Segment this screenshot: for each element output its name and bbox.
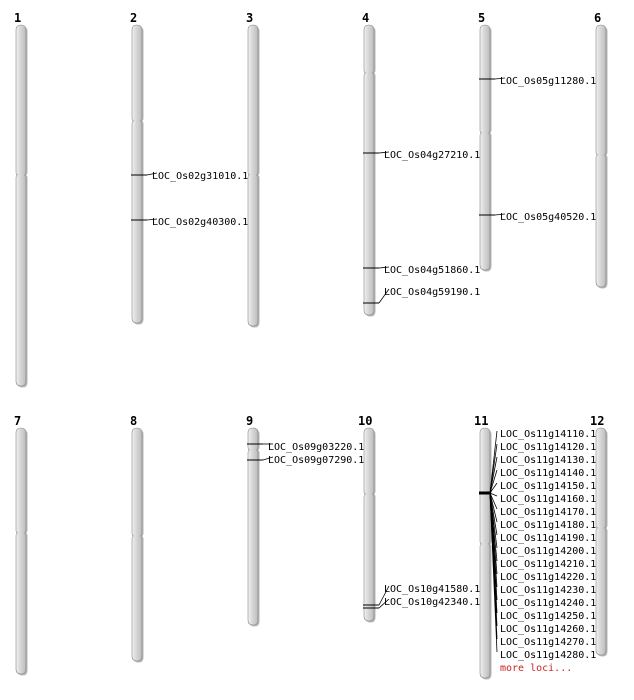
locus-label[interactable]: LOC_Os10g42340.1	[384, 597, 481, 608]
locus-label[interactable]: LOC_Os11g14260.1	[500, 624, 597, 635]
chromosome-4[interactable]	[362, 11, 480, 317]
chromosome-number: 1	[14, 11, 22, 25]
locus-label[interactable]: LOC_Os11g14140.1	[500, 468, 597, 479]
locus-label[interactable]: LOC_Os11g14120.1	[500, 442, 597, 453]
chromosome-7[interactable]	[14, 414, 28, 676]
chromosome-5[interactable]	[478, 11, 596, 272]
chromosome-number: 10	[358, 414, 373, 428]
locus-label[interactable]: LOC_Os11g14150.1	[500, 481, 597, 492]
chromosome-body[interactable]	[16, 428, 26, 674]
locus-label[interactable]: LOC_Os04g51860.1	[384, 265, 481, 276]
chromosome-body[interactable]	[132, 428, 142, 661]
chromosome-body[interactable]	[596, 428, 606, 655]
locus-label[interactable]: LOC_Os11g14240.1	[500, 598, 597, 609]
locus-label[interactable]: LOC_Os11g14110.1	[500, 429, 597, 440]
locus-label[interactable]: LOC_Os11g14270.1	[500, 637, 597, 648]
locus-label[interactable]: LOC_Os11g14250.1	[500, 611, 597, 622]
chromosome-number: 7	[14, 414, 22, 428]
chromosome-body[interactable]	[480, 25, 490, 270]
chromosome-3[interactable]	[246, 11, 260, 328]
chromosome-body[interactable]	[248, 428, 258, 625]
chromosome-body[interactable]	[480, 428, 490, 678]
locus-label[interactable]: LOC_Os11g14130.1	[500, 455, 597, 466]
chromosome-body[interactable]	[364, 25, 374, 315]
chromosome-number: 9	[246, 414, 254, 428]
chromosome-6[interactable]	[594, 11, 608, 289]
chromosome-number: 5	[478, 11, 486, 25]
chromosome-10[interactable]	[358, 414, 480, 623]
chromosome-number: 4	[362, 11, 370, 25]
chromosome-number: 3	[246, 11, 254, 25]
locus-label[interactable]: LOC_Os11g14210.1	[500, 559, 597, 570]
chromosome-9[interactable]	[246, 414, 364, 627]
locus-label[interactable]: LOC_Os11g14280.1	[500, 650, 597, 661]
locus-label[interactable]: LOC_Os04g27210.1	[384, 150, 481, 161]
locus-label[interactable]: LOC_Os11g14180.1	[500, 520, 597, 531]
locus-label[interactable]: LOC_Os11g14200.1	[500, 546, 597, 557]
chromosome-body[interactable]	[132, 25, 142, 323]
locus-label[interactable]: LOC_Os02g31010.1	[152, 171, 249, 182]
chromosome-body[interactable]	[364, 428, 374, 621]
chromosome-body[interactable]	[16, 25, 26, 386]
chromosome-body[interactable]	[248, 25, 258, 326]
locus-label[interactable]: LOC_Os11g14230.1	[500, 585, 597, 596]
chromosome-number: 6	[594, 11, 602, 25]
locus-label[interactable]: LOC_Os09g07290.1	[268, 455, 365, 466]
locus-label[interactable]: LOC_Os11g14220.1	[500, 572, 597, 583]
chromosome-number: 2	[130, 11, 138, 25]
more-loci-link[interactable]: more loci...	[500, 663, 573, 674]
chromosome-11[interactable]	[474, 414, 596, 680]
locus-label[interactable]: LOC_Os11g14170.1	[500, 507, 597, 518]
chromosome-number: 12	[590, 414, 605, 428]
chromosome-1[interactable]	[14, 11, 28, 388]
locus-label[interactable]: LOC_Os05g11280.1	[500, 76, 597, 87]
chromosome-body[interactable]	[596, 25, 606, 287]
chromosome-number: 8	[130, 414, 138, 428]
locus-label[interactable]: LOC_Os11g14160.1	[500, 494, 597, 505]
chromosome-2[interactable]	[130, 11, 248, 325]
chromosome-number: 11	[474, 414, 489, 428]
locus-label[interactable]: LOC_Os05g40520.1	[500, 212, 597, 223]
locus-label[interactable]: LOC_Os09g03220.1	[268, 442, 365, 453]
locus-label[interactable]: LOC_Os11g14190.1	[500, 533, 597, 544]
locus-label[interactable]: LOC_Os04g59190.1	[384, 287, 481, 298]
locus-label[interactable]: LOC_Os02g40300.1	[152, 217, 249, 228]
locus-label[interactable]: LOC_Os10g41580.1	[384, 584, 481, 595]
chromosome-8[interactable]	[130, 414, 144, 663]
